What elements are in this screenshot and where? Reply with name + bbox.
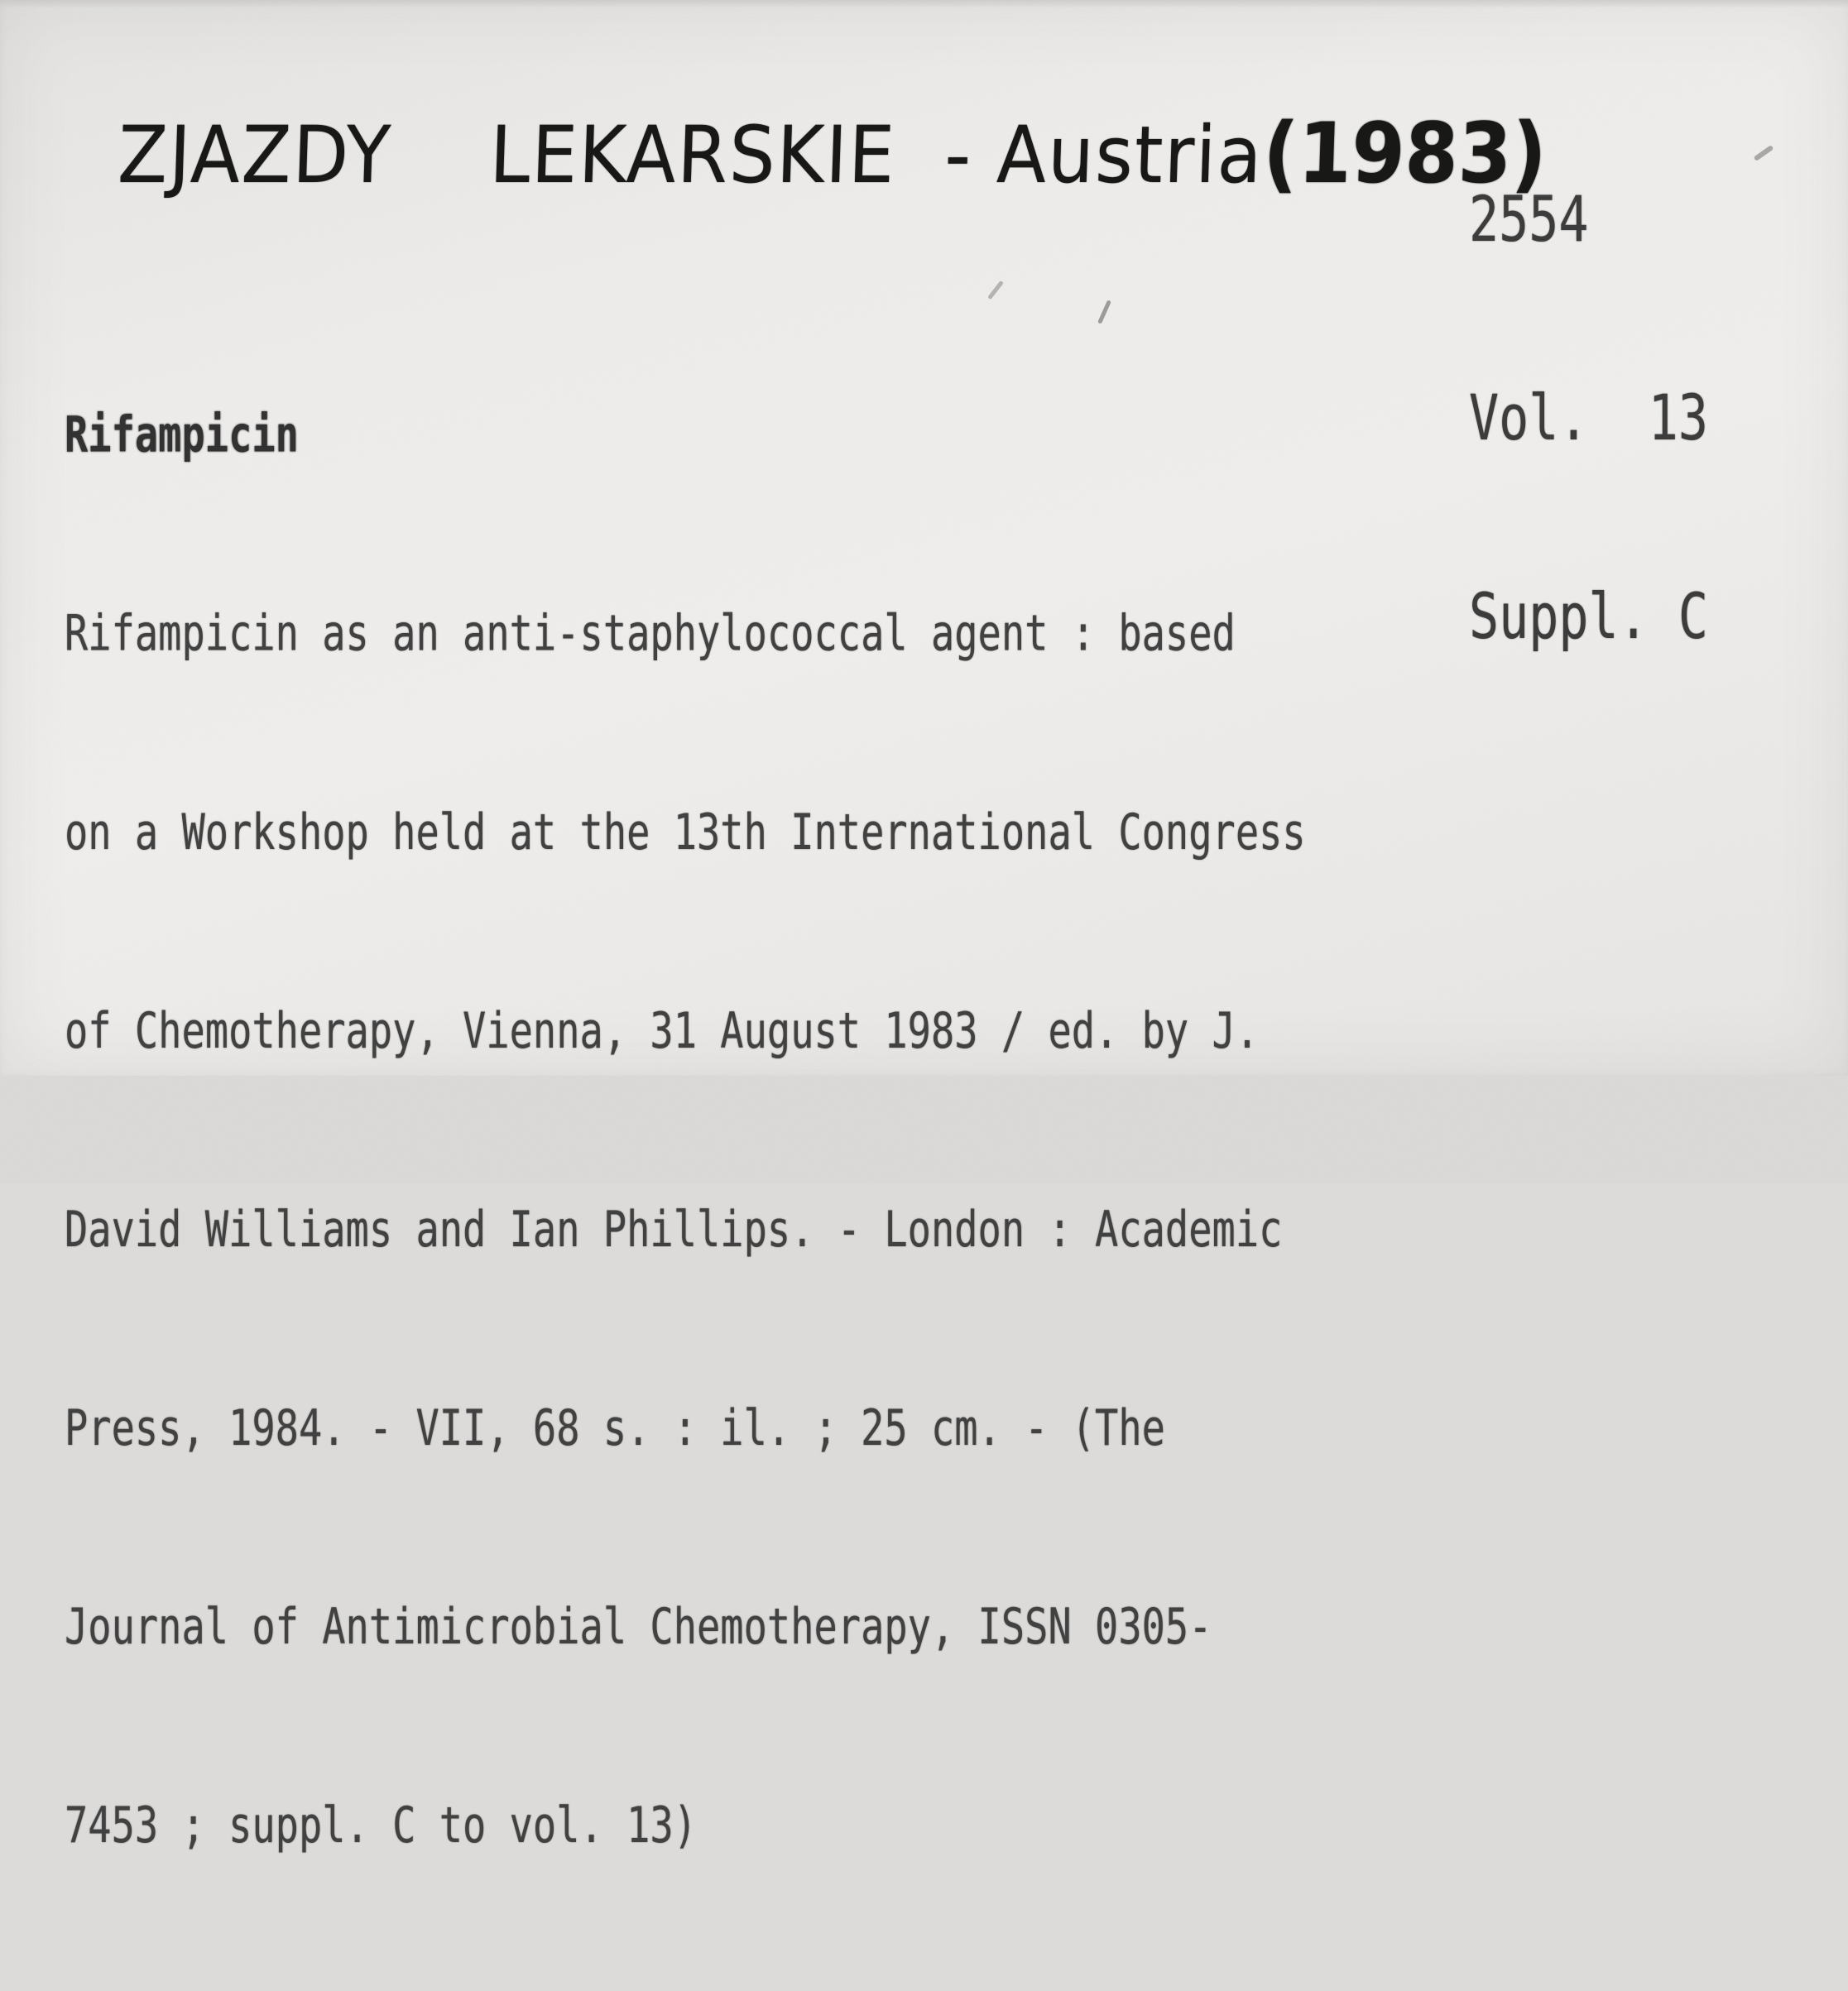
call-volume: Vol. 13 (1469, 381, 1708, 455)
entry-line: on a Workshop held at the 13th International Congress (65, 804, 1306, 862)
call-number-block (1469, 55, 1708, 783)
call-number: 2554 (1469, 182, 1589, 257)
entry-line: 7453 ; suppl. C to vol. 13) (65, 1797, 698, 1855)
entry-line: Journal of Antimicrobial Chemotherapy, ISSN 0305- (65, 1598, 1212, 1657)
entry-line: Rifampicin as an anti-staphylococcal agent : based (65, 605, 1236, 663)
call-supplement: Suppl. C (1469, 580, 1708, 654)
handwritten-year: (1983) (1261, 105, 1548, 202)
entry-line: Press, 1984. - VII, 68 s. : il. ; 25 cm. - (The (65, 1399, 1165, 1458)
handwritten-series-heading (15, 5, 1551, 305)
subject-heading: Rifampicin (65, 406, 299, 464)
stray-mark (1754, 145, 1774, 161)
entry-line: David Williams and Ian Phillips. - London : Academic (65, 1201, 1283, 1259)
handwritten-series-title: ZJAZDY LEKARSKIE - Austria (116, 110, 1265, 201)
catalog-entry (65, 270, 1306, 1991)
entry-line: of Chemotherapy, Vienna, 31 August 1983 / ed. by J. (65, 1002, 1260, 1061)
